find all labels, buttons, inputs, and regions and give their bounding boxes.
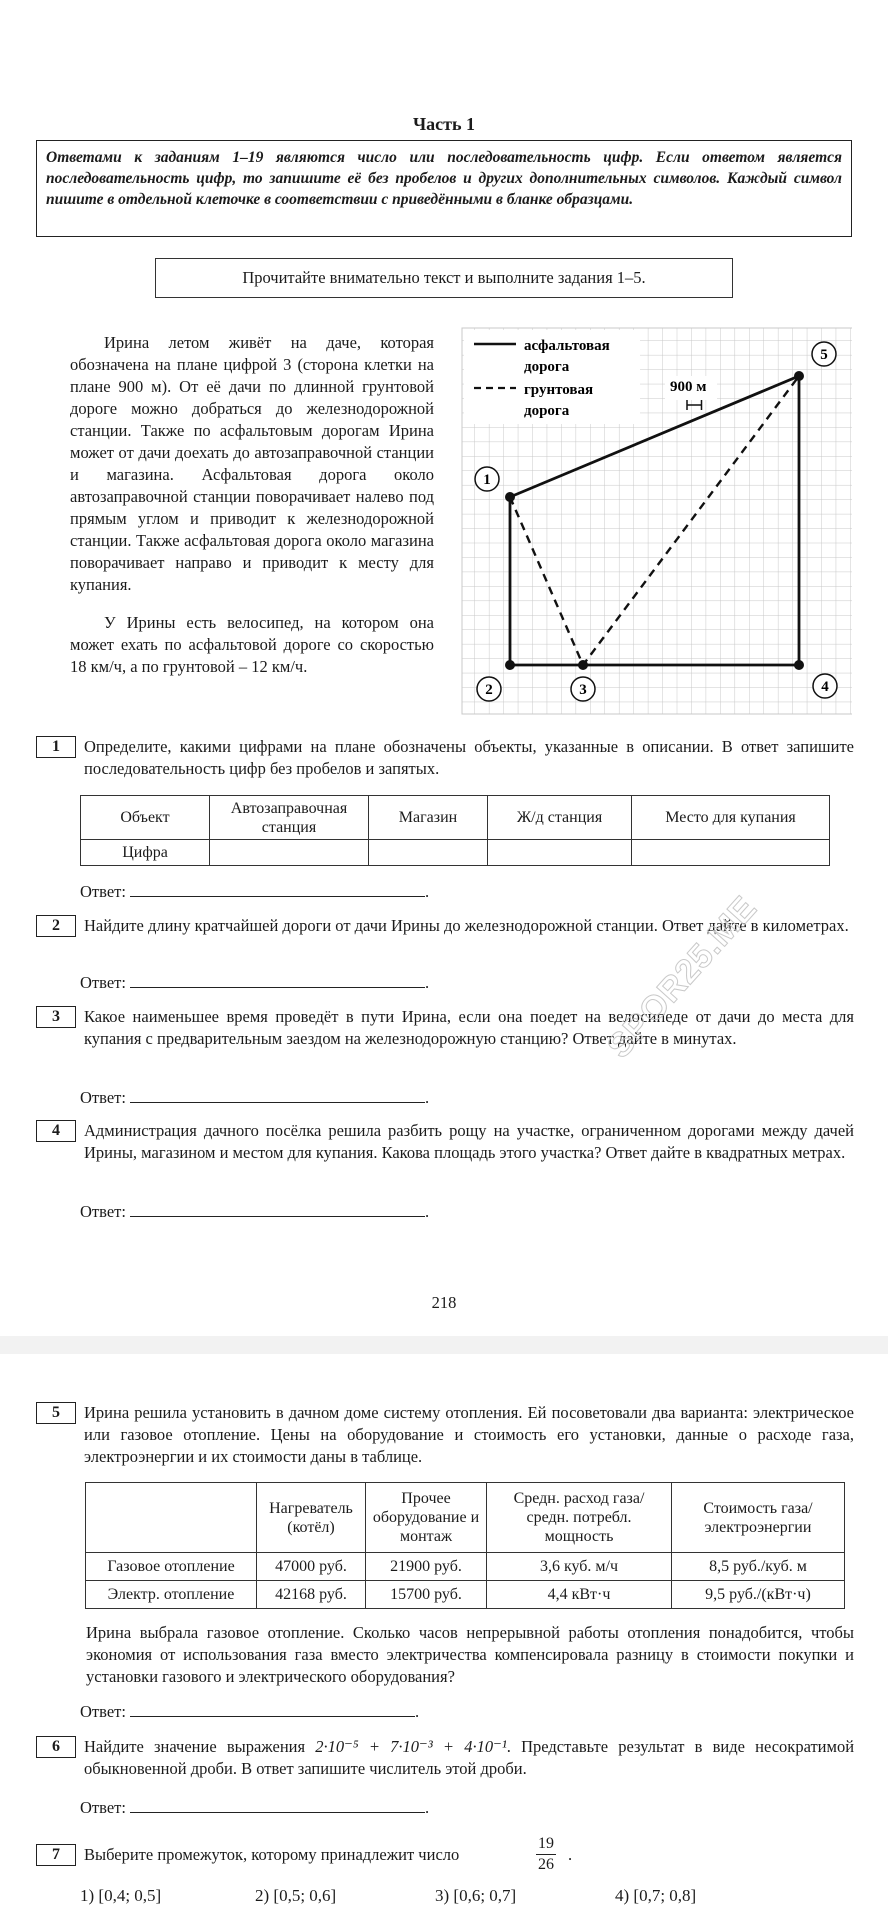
answer-cell[interactable] (488, 840, 632, 866)
question-2-text: Найдите длину кратчайшей дороги от дачи Ирины до железнодорожной станции. Ответ дайте в километрах. (84, 916, 849, 935)
answer-cell[interactable] (632, 840, 830, 866)
scale-label: 900 м (670, 379, 707, 395)
read-prompt-text: Прочитайте внимательно текст и выполните задания 1–5. (242, 268, 646, 287)
road-map (460, 326, 852, 716)
question-1-text: Определите, какими цифрами на плане обозначены объекты, указанные в описании. В ответ запишите последовательность цифр без пробелов и запятых. (84, 737, 854, 778)
question-3-text: Какое наименьшее время проведёт в пути Ирина, если она поедет на велосипеде от дачи до места для купания с предварительным заездом на железнодорожную станцию? Ответ дайте в минутах. (84, 1007, 854, 1048)
answer-cell[interactable] (210, 840, 369, 866)
point-label-4: 4 (821, 679, 829, 695)
part-title: Часть 1 (412, 114, 476, 134)
question-number-4: 4 (36, 1120, 76, 1142)
answer-line-2[interactable]: Ответ: . (80, 973, 430, 992)
question-4-text: Администрация дачного посёлка решила разбить рощу на участке, ограниченном дорогами между дачей Ирины, магазином и местом для купания. Какова площадь этого участка? Ответ дайте в квадратных метрах. (84, 1121, 854, 1162)
instructions-box (36, 140, 852, 237)
table-cell: 47000 руб. (257, 1553, 366, 1581)
answer-line-5[interactable]: Ответ: . (80, 1702, 420, 1721)
point-dot-3 (578, 660, 588, 670)
heating-header-heater: Нагреватель (котёл) (257, 1483, 366, 1553)
svg-text:дорога: дорога (524, 403, 570, 419)
heating-header-empty (86, 1483, 257, 1553)
table-header-object: Объект (81, 796, 210, 840)
fraction (536, 1834, 556, 1875)
question-number-2: 2 (36, 915, 76, 937)
point-label-1: 1 (483, 472, 491, 488)
math-expression: 2·10⁻⁵ + 7·10⁻³ + 4·10⁻¹ (315, 1737, 507, 1756)
story-paragraph-2: У Ирины есть велосипед, на котором она может ехать по асфальтовой дороге со скоростью 18 км/ч, а по грунтовой – 12 км/ч. (70, 613, 434, 676)
table-cell: 42168 руб. (257, 1581, 366, 1609)
question-6-tail: . Представьте результат в виде несократимой обыкновенной дроби. В ответ запишите числитель этой дроби. (84, 1737, 855, 1778)
table-cell: 9,5 руб./(кВт·ч) (672, 1581, 845, 1609)
read-prompt-box (155, 258, 733, 298)
question-6-text (84, 1736, 854, 1780)
answer-label: Ответ: (80, 882, 126, 901)
answer-line-6[interactable]: Ответ: . (80, 1798, 430, 1817)
answer-line-4[interactable]: Ответ: . (80, 1202, 430, 1221)
point-dot-1 (505, 492, 515, 502)
table-cell: 15700 руб. (366, 1581, 487, 1609)
point-dot-2 (505, 660, 515, 670)
svg-text:дорога: дорога (524, 359, 570, 375)
answer-label: Ответ: (80, 1798, 126, 1817)
instructions-text: Ответами к заданиям 1–19 являются число или последовательность цифр. Если ответом является последовательность цифр, то запишите её без пробелов и других дополнительных символов. Каждый символ пишите в отдельной клеточке в соответствии с приведёнными в бланке образцами. (46, 149, 842, 208)
point-label-5: 5 (820, 347, 828, 363)
watermark: SPOR25.ME (600, 888, 765, 1066)
table-header-railway: Ж/д станция (488, 796, 632, 840)
answer-label: Ответ: (80, 1202, 126, 1221)
answer-label: Ответ: (80, 1702, 126, 1721)
point-dot-4 (794, 660, 804, 670)
answer-line-3[interactable]: Ответ: . (80, 1088, 430, 1107)
question-number-6: 6 (36, 1736, 76, 1758)
table-header-swimming: Место для купания (632, 796, 830, 840)
table-cell: 4,4 кВт·ч (487, 1581, 672, 1609)
legend-asphalt-label: асфальтовая (524, 338, 610, 354)
heating-header-cost: Стоимость газа/ электроэнергии (672, 1483, 845, 1553)
table-cell: 3,6 куб. м/ч (487, 1553, 672, 1581)
answer-line-1[interactable]: Ответ: . (80, 882, 430, 901)
table-header-shop: Магазин (369, 796, 488, 840)
question-number-3: 3 (36, 1006, 76, 1028)
question-7-text: Выберите промежуток, которому принадлежит число (84, 1845, 460, 1864)
answer-label: Ответ: (80, 973, 126, 992)
point-dot-5 (794, 371, 804, 381)
option-1[interactable]: 1) [0,4; 0,5] (80, 1886, 162, 1905)
page-gap (0, 1336, 888, 1354)
answer-cell[interactable] (369, 840, 488, 866)
question-5-question: Ирина выбрала газовое отопление. Сколько часов непрерывной работы отопления понадобится, чтобы экономия от использования газа вместо электричества компенсировала разницу в стоимости покупки и установки газового и электрического оборудования? (86, 1623, 854, 1686)
table-cell: 8,5 руб./куб. м (672, 1553, 845, 1581)
table-row-label: Цифра (81, 840, 210, 866)
option-2[interactable]: 2) [0,5; 0,6] (255, 1886, 337, 1905)
heating-header-consumption: Средн. расход газа/ средн. потребл. мощность (487, 1483, 672, 1553)
table-cell: 21900 руб. (366, 1553, 487, 1581)
objects-table (80, 795, 830, 866)
question-number-1: 1 (36, 736, 76, 758)
page-number: 218 (431, 1293, 457, 1312)
table-header-gas-station: Автозаправочная станция (210, 796, 369, 840)
story-paragraph-1: Ирина летом живёт на даче, которая обозначена на плане цифрой 3 (сторона клетки на плане 900 м). От её дачи по длинной грунтовой дороге можно добраться до железнодорожной станции. Также по асфальтовым дорогам Ирина может от дачи доехать до автозаправочной станции и магазина. Асфальтовая дорога около автозаправочной станции поворачивает налево под прямым углом и приводит к железнодорожной станции. Также асфальтовая дорога около магазина поворачивает направо и приводит к месту для купания. (70, 333, 434, 594)
table-row-label: Электр. отопление (86, 1581, 257, 1609)
point-label-2: 2 (485, 682, 493, 698)
answer-label: Ответ: (80, 1088, 126, 1107)
heating-table (85, 1482, 845, 1609)
question-5-text: Ирина решила установить в дачном доме систему отопления. Ей посоветовали два варианта: электрическое или газовое отопление. Цены на оборудование и стоимость его установки, данные о расходе газа, электроэнергии и их стоимости даны в таблице. (84, 1403, 854, 1466)
fraction-numerator: 19 (536, 1834, 556, 1855)
question-number-7: 7 (36, 1844, 76, 1866)
point-label-3: 3 (579, 682, 587, 698)
question-number-5: 5 (36, 1402, 76, 1424)
option-3[interactable]: 3) [0,6; 0,7] (435, 1886, 517, 1905)
option-4[interactable]: 4) [0,7; 0,8] (615, 1886, 697, 1905)
question-6-lead: Найдите значение выражения (84, 1737, 306, 1756)
heating-header-equipment: Прочее оборудование и монтаж (366, 1483, 487, 1553)
fraction-denominator: 26 (538, 1856, 554, 1873)
table-row-label: Газовое отопление (86, 1553, 257, 1581)
legend-dirt-label: грунтовая (524, 382, 594, 398)
